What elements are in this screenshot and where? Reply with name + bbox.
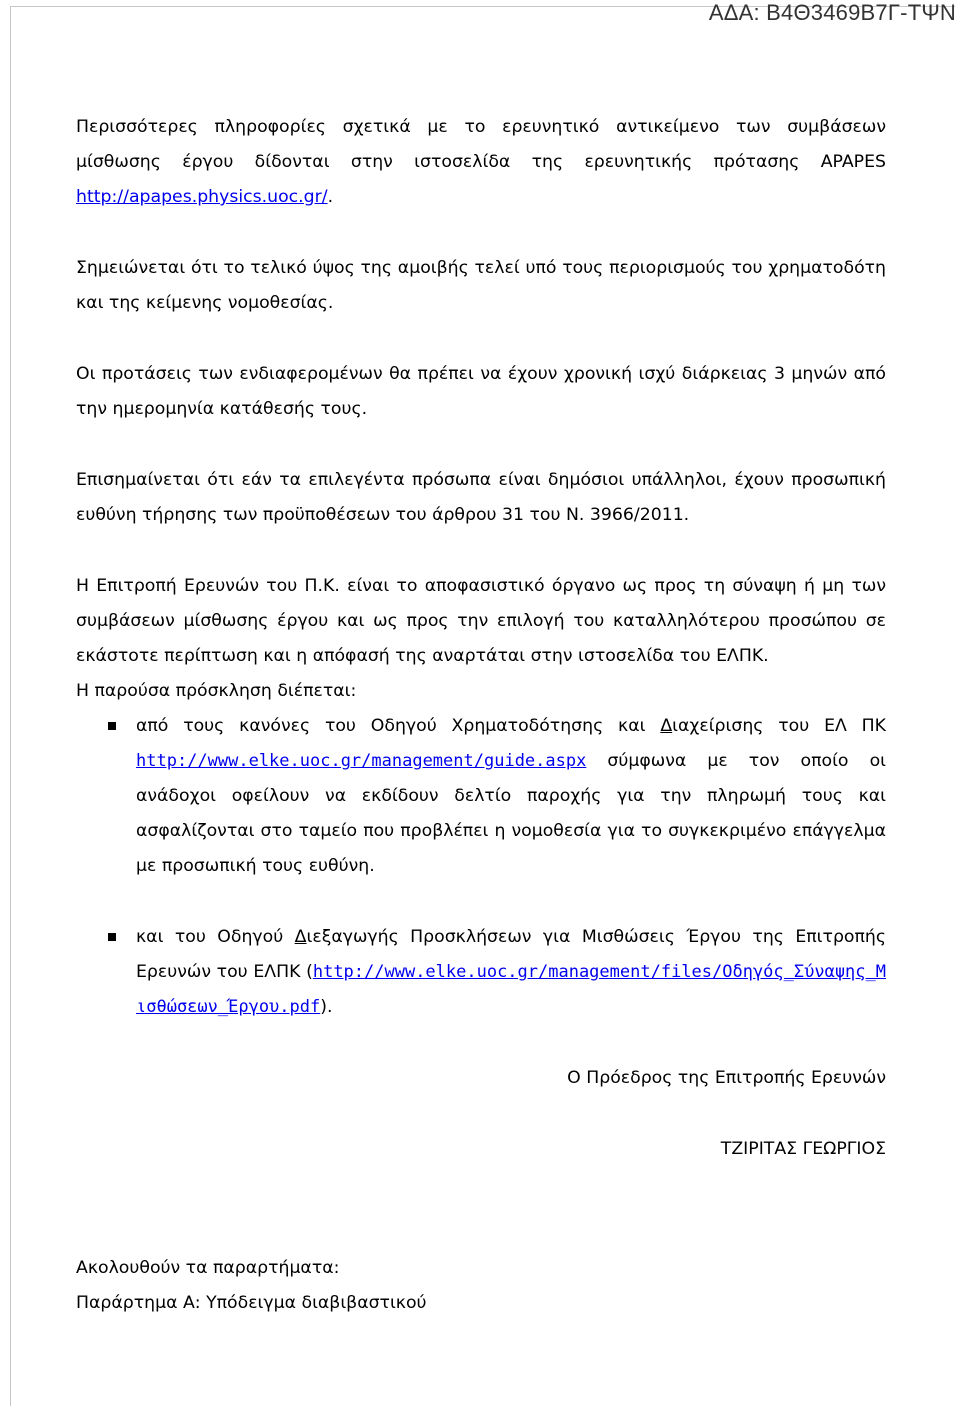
guide-link[interactable]: http://www.elke.uoc.gr/management/guide.aspx	[136, 751, 587, 771]
list-item-text: σύμφωνα με τον οποίο οι ανάδοχοι οφείλουν να εκδίδουν δελτίο παροχής για την πληρωμή τους και ασφαλίζονται στο ταμείο που προβλέπει η νομοθεσία για το συγκεκριμένο επάγγελμα με προσωπική τους ευθύνη.	[136, 751, 886, 876]
appendices-heading: Ακολουθούν τα παραρτήματα:	[76, 1258, 340, 1278]
delta-underlined: Δ	[660, 716, 673, 736]
document-body	[76, 110, 886, 1321]
paragraph-civil-servants: Επισημαίνεται ότι εάν τα επιλεγέντα πρόσωπα είναι δημόσιοι υπάλληλοι, έχουν προσωπική ευθύνη τήρησης των προϋποθέσεων του άρθρου 31 του Ν. 3966/2011.	[76, 470, 886, 525]
regulations-list	[76, 709, 886, 1025]
signature-role: Ο Πρόεδρος της Επιτροπής Ερευνών	[567, 1068, 886, 1088]
apapes-link[interactable]: http://apapes.physics.uoc.gr/	[76, 187, 328, 207]
paragraph-governed-by: Η παρούσα πρόσκληση διέπεται:	[76, 681, 357, 701]
paragraph-more-info	[76, 110, 886, 215]
square-bullet-icon	[108, 933, 116, 941]
signature-name: ΤΖΙΡΙΤΑΣ ΓΕΩΡΓΙΟΣ	[720, 1139, 886, 1159]
paragraph-validity: Οι προτάσεις των ενδιαφερομένων θα πρέπει να έχουν χρονική ισχύ διάρκειας 3 μηνών από την ημερομηνία κατάθεσής τους.	[76, 364, 886, 419]
list-item-text: από τους κανόνες του Οδηγού Χρηματοδότησης και	[136, 716, 661, 736]
list-item-text: ).	[320, 997, 333, 1017]
paragraph-more-info-text: Περισσότερες πληροφορίες σχετικά με το ερευνητικό αντικείμενο των συμβάσεων μίσθωσης έργου δίδονται στην ιστοσελίδα της ερευνητικής πρότασης APAPES	[76, 117, 886, 172]
list-item-text: και του Οδηγού	[136, 927, 295, 947]
list-item	[76, 920, 886, 1025]
paragraph-more-info-end: .	[327, 187, 334, 207]
square-bullet-icon	[108, 722, 116, 730]
list-item	[76, 709, 886, 884]
delta-underlined: Δ	[294, 927, 307, 947]
procurement-guide-link[interactable]: http://www.elke.uoc.gr/management/files/Οδηγός_Σύναψης_Μισθώσεων_Έργου.pdf	[136, 962, 886, 1017]
list-item-text: ιαχείρισης του ΕΛ ΠΚ	[672, 716, 886, 736]
ada-code: ΑΔΑ: Β4Θ3469Β7Γ-ΤΨΝ	[708, 0, 956, 25]
paragraph-fee-limits: Σημειώνεται ότι το τελικό ύψος της αμοιβής τελεί υπό τους περιορισμούς του χρηματοδότη και της κείμενης νομοθεσίας.	[76, 258, 886, 313]
paragraph-committee: Η Επιτροπή Ερευνών του Π.Κ. είναι το αποφασιστικό όργανο ως προς τη σύναψη ή μη των συμβάσεων μίσθωσης έργου και ως προς την επιλογή του καταλληλότερου προσώπου σε εκάστοτε περίπτωση και η απόφασή της αναρτάται στην ιστοσελίδα του ΕΛΠΚ.	[76, 576, 886, 666]
appendix-a: Παράρτημα Α: Υπόδειγμα διαβιβαστικού	[76, 1293, 427, 1313]
list-item-text: ιεξαγωγής Προσκλήσεων για Μισθώσεις Έργου της Επιτροπής Ερευνών του ΕΛΠΚ (	[136, 927, 886, 982]
